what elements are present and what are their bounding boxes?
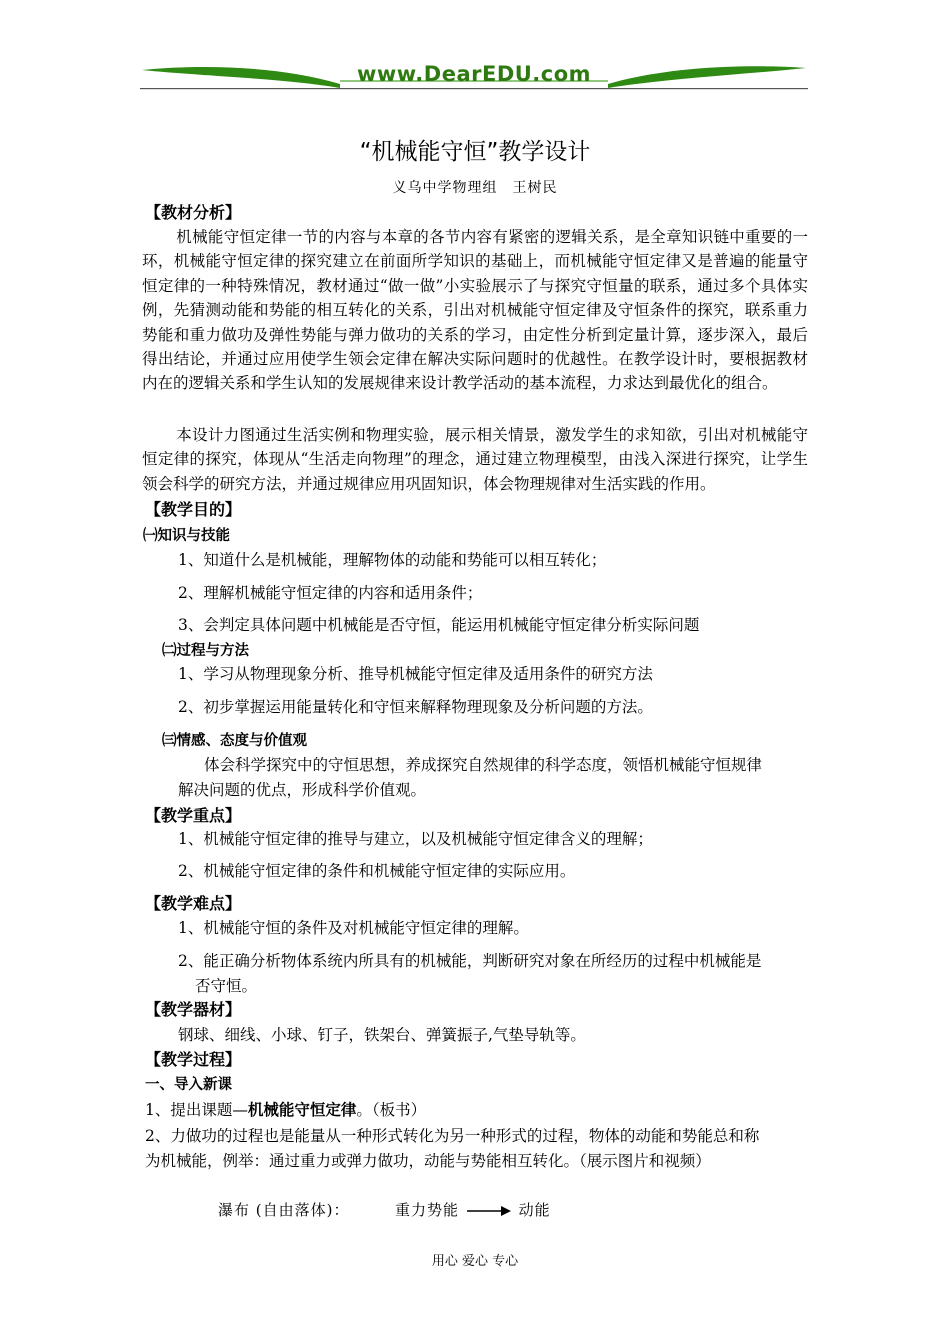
heading-goals: 【教学目的】 <box>145 500 242 519</box>
difficult-item-2-line-1: 2、能正确分析物体系统内所具有的机械能，判断研究对象在所经历的过程中机械能是 <box>178 952 762 970</box>
emotion-line-2: 解决问题的优点，形成科学价值观。 <box>178 781 427 799</box>
author-byline: 义乌中学物理组 王树民 <box>392 180 558 196</box>
key-item-2: 2、机械能守恒定律的条件和机械能守恒定律的实际应用。 <box>178 862 576 880</box>
step1-prefix: 1、提出课题— <box>145 1101 248 1119</box>
key-item-1: 1、机械能守恒定律的推导与建立，以及机械能守恒定律含义的理解； <box>178 830 653 848</box>
process-step-2-line-1: 2、力做功的过程也是能量从一种形式转化为另一种形式的过程，物体的动能和势能总和称 <box>145 1127 760 1145</box>
equipment-text: 钢球、细线、小球、钉子，铁架台、弹簧振子,气垫导轨等。 <box>178 1026 586 1044</box>
example-label: 瀑布 (自由落体)： <box>218 1201 350 1219</box>
analysis-paragraph-2 <box>142 423 808 496</box>
difficult-item-2-line-2: 否守恒。 <box>195 977 258 995</box>
site-logo[interactable]: www.DearEDU.com <box>356 62 592 86</box>
knowledge-item-2: 2、理解机械能守恒定律的内容和适用条件； <box>178 584 483 602</box>
emotion-line-1: 体会科学探究中的守恒思想，养成探究自然规律的科学态度，领悟机械能守恒规律 <box>204 756 763 774</box>
page-footer: 用心 爱心 专心 <box>431 1254 519 1269</box>
example-conversion <box>395 1200 551 1220</box>
knowledge-item-1: 1、知道什么是机械能，理解物体的动能和势能可以相互转化； <box>178 551 607 569</box>
heading-analysis: 【教材分析】 <box>145 203 242 222</box>
example-to: 动能 <box>518 1201 551 1219</box>
subheading-knowledge: ㈠知识与技能 <box>143 528 230 544</box>
step1-suffix: 。（板书） <box>356 1101 427 1119</box>
process-step-1 <box>145 1100 426 1120</box>
difficult-item-1: 1、机械能守恒的条件及对机械能守恒定律的理解。 <box>178 919 529 937</box>
analysis-text-1: 机械能守恒定律一节的内容与本章的各节内容有紧密的逻辑关系，是全章知识链中重要的一环，机械能守恒定律的探究建立在前面所学知识的基础上，而机械能守恒定律又是普遍的能量守恒定律的一种特殊情况，教材通过“做一做”小实验展示了与探究守恒量的联系，通过多个具体实例，先猜测动能和势能的相互转化的关系，引出对机械能守恒定律及守恒条件的探究，联系重力势能和重力做功及弹性势能与弹力做功的关系的学习，由定性分析到定量计算，逐步深入，最后得出结论，并通过应用使学生领会定律在解决实际问题时的优越性。在教学设计时，要根据教材内在的逻辑关系和学生认知的发展规律来设计教学活动的基本流程，力求达到最优化的组合。 <box>142 228 808 393</box>
process-step-2-line-2: 为机械能，例举：通过重力或弹力做功，动能与势能相互转化。（展示图片和视频） <box>145 1152 711 1170</box>
subheading-emotion: ㈢情感、态度与价值观 <box>162 733 307 749</box>
subheading-process: ㈡过程与方法 <box>162 643 249 659</box>
page-title: “机械能守恒”教学设计 <box>359 139 591 165</box>
knowledge-item-3: 3、会判定具体问题中机械能是否守恒，能运用机械能守恒定律分析实际问题 <box>178 616 700 634</box>
site-header <box>140 58 808 94</box>
heading-process: 【教学过程】 <box>145 1050 242 1069</box>
heading-difficult: 【教学难点】 <box>145 894 242 913</box>
step1-bold: 机械能守恒定律 <box>247 1101 357 1119</box>
analysis-paragraph-1 <box>142 225 808 396</box>
process-item-1: 1、学习从物理现象分析、推导机械能守恒定律及适用条件的研究方法 <box>178 665 653 683</box>
arrow-right-icon <box>465 1205 513 1217</box>
analysis-text-2: 本设计力图通过生活实例和物理实验，展示相关情景，激发学生的求知欲，引出对机械能守恒定律的探究，体现从“生活走向物理”的理念，通过建立物理模型，由浅入深进行探究，让学生领会科学的研究方法，并通过规律应用巩固知识，体会物理规律对生活实践的作用。 <box>142 426 808 493</box>
example-from: 重力势能 <box>395 1201 460 1219</box>
process-item-2: 2、初步掌握运用能量转化和守恒来解释物理现象及分析问题的方法。 <box>178 698 653 716</box>
heading-key: 【教学重点】 <box>145 806 242 825</box>
process-part-1: 一、导入新课 <box>145 1077 232 1093</box>
heading-equipment: 【教学器材】 <box>145 1000 242 1019</box>
